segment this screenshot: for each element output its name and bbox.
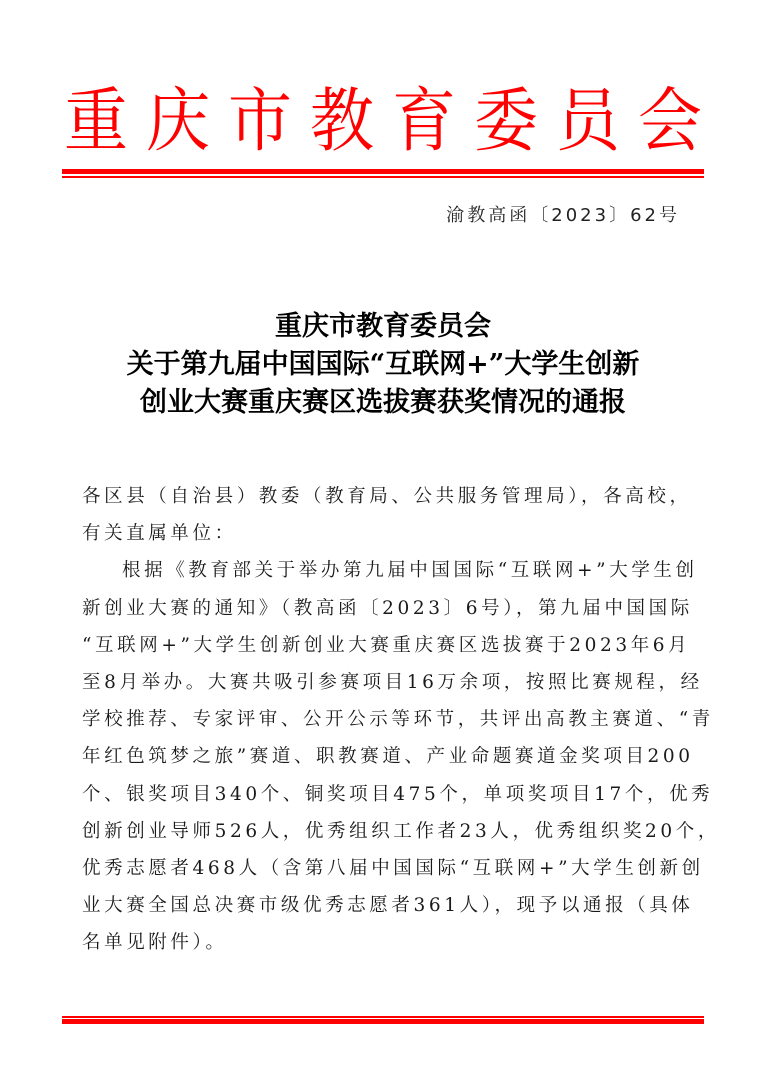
masthead-char: 庆 (146, 82, 210, 162)
paragraph-line: 新创业大赛的通知》（教高函〔2023〕6号），第九届中国国际 (82, 597, 693, 619)
document-number: 渝教高函〔2023〕62号 (446, 205, 680, 226)
paragraph-line: 优秀志愿者468人（含第八届中国国际“互联网+”大学生创新创 (82, 857, 704, 879)
paragraph-line: 学校推荐、专家评审、公开公示等环节，共评出高教主赛道、“青 (82, 709, 714, 731)
salutation-line: 有关直属单位： (82, 523, 237, 545)
footer-divider-thin (62, 1016, 704, 1018)
title-line: 重庆市教育委员会 (275, 311, 491, 342)
paragraph-line: 个、银奖项目340个、铜奖项目475个，单项奖项目17个，优秀 (82, 783, 714, 805)
masthead-char: 重 (64, 82, 128, 162)
masthead-char: 员 (556, 82, 620, 162)
paragraph-line: 年红色筑梦之旅”赛道、职教赛道、产业命题赛道金奖项目200 (82, 746, 694, 768)
masthead-char: 教 (310, 82, 374, 162)
paragraph-line: “互联网+”大学生创新创业大赛重庆赛区选拔赛于2023年6月 (82, 634, 691, 656)
paragraph-line: 业大赛全国总决赛市级优秀志愿者361人），现予以通报（具体 (82, 895, 694, 917)
title-line: 关于第九届中国国际“互联网+”大学生创新 (126, 349, 640, 380)
salutation-line: 各区县（自治县）教委（教育局、公共服务管理局），各高校， (82, 486, 692, 507)
paragraph-line: 至8月举办。大赛共吸引参赛项目16万余项，按照比赛规程，经 (82, 671, 703, 693)
masthead-char: 委 (474, 82, 538, 162)
masthead-char: 市 (228, 82, 292, 162)
footer-divider-thick (62, 1019, 704, 1024)
masthead-char: 会 (638, 82, 702, 162)
paragraph-line: 根据《教育部关于举办第九届中国国际“互联网+”大学生创 (122, 560, 698, 582)
document-title (40, 308, 726, 422)
paragraph-line: 创新创业导师526人，优秀组织工作者23人，优秀组织奖20个， (82, 820, 720, 842)
title-line: 创业大赛重庆赛区选拔赛获奖情况的通报 (140, 387, 626, 418)
masthead-char: 育 (392, 82, 456, 162)
header-divider-thin (62, 176, 704, 178)
masthead-title (62, 82, 704, 162)
document-body (82, 478, 720, 961)
paragraph-line: 名单见附件）。 (82, 932, 228, 954)
header-divider-thick (62, 169, 704, 174)
